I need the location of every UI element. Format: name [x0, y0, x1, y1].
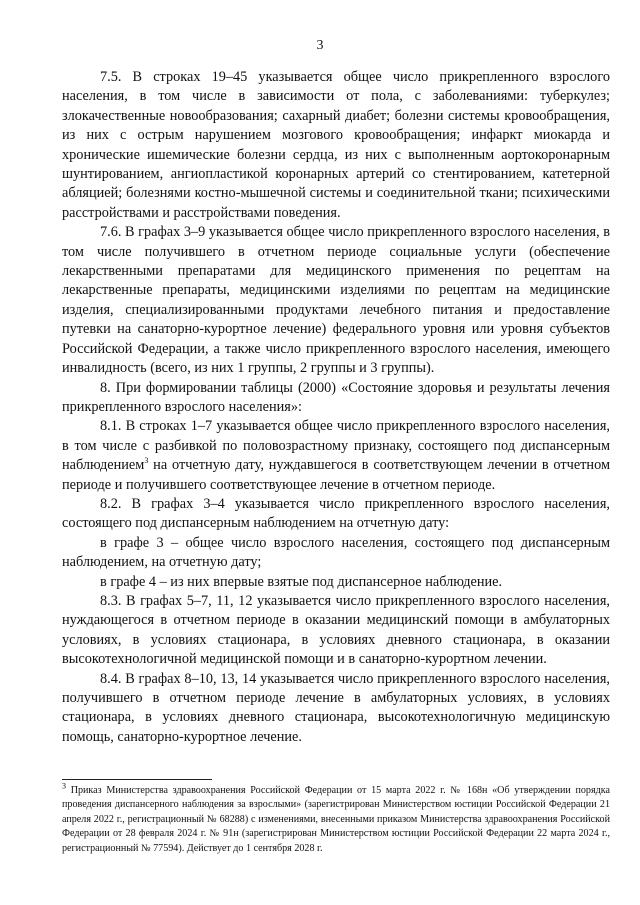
- paragraph-7-6: 7.6. В графах 3–9 указывается общее число прикрепленного взрослого населения, в том числе получившего в отчетном периоде социальные услуги (обеспечение лекарственными препаратами для медицинского применения по рецептам на лекарственные препараты, медицинскими изделиями по рецептам на медицинские изделия, специализированными продуктами лечебного питания и предоставление путевки на санаторно-курортное лечение) федерального уровня или уровня субъектов Российской Федерации, а также число прикрепленного взрослого населения, имеющего инвалидность (всего, из них 1 группы, 2 группы и 3 группы).: [62, 224, 610, 377]
- paragraph-7-5: 7.5. В строках 19–45 указывается общее число прикрепленного взрослого населения, в том числе в зависимости от пола, с заболеваниями: туберкулез; злокачественные новообразования; сахарный диабет; болезни системы кровообращения, из них с острым нарушением мозгового кровообращения; инфаркт миокарда и хронические ишемические болезни сердца, из них с выполненным аортокоронарным шунтированием, ангиопластикой коронарных артерий со стентированием, катетерной абляцией; болезнями костно-мышечной системы и соединительной ткани; психическими расстройствами и расстройствами поведения.: [62, 69, 610, 221]
- paragraph-8-4: 8.4. В графах 8–10, 13, 14 указывается число прикрепленного взрослого населения, получившего в отчетном периоде лечение в амбулаторных условиях, в условиях стационара, в условиях дневного стационара, высокотехнологичную медицинскую помощь, санаторно-курортное лечение.: [62, 670, 610, 745]
- paragraph-8-1: [62, 417, 610, 495]
- footnote-reference: 3: [144, 456, 149, 466]
- page-number: 3: [316, 38, 324, 53]
- paragraph-8-1-text-end: на отчетную дату, нуждавшегося в соответствующем лечении в отчетном периоде и получившего соответствующее лечение в отчетном периоде.: [62, 457, 610, 493]
- document-body: [62, 68, 610, 747]
- paragraph-8-1-text-start: 8.1. В строках 1–7 указывается общее число прикрепленного взрослого населения, в том числе с разбивкой по половозрастному признаку, состоящего под диспансерным наблюдением: [62, 418, 610, 474]
- footnote: [62, 781, 610, 856]
- paragraph-8-2-column-4: в графе 4 – из них впервые взятые под диспансерное наблюдение.: [100, 573, 503, 590]
- paragraph-8-3: 8.3. В графах 5–7, 11, 12 указывается число прикрепленного взрослого населения, нуждающегося в отчетном периоде в оказании медицинский помощи в амбулаторных условиях, в условиях стационара, в условиях дневного стационара, в оказании высокотехнологичной медицинской помощи и в санаторно-курортном лечении.: [62, 592, 610, 668]
- footnote-marker: 3: [62, 781, 66, 791]
- paragraph-8-2: 8.2. В графах 3–4 указывается число прикрепленного взрослого населения, состоящего под диспансерным наблюдением на отчетную дату:: [62, 495, 610, 532]
- footnote-text: Приказ Министерства здравоохранения Российской Федерации от 15 марта 2022 г. № 168н «Об утверждении порядка проведения диспансерного наблюдения за взрослыми» (зарегистрирован Министерством юстиции Российской Федерации 21 апреля 2022 г., регистрационный № 68288) с изменениями, внесенными приказом Министерства здравоохранения Российской Федерации от 28 февраля 2024 г. № 91н (зарегистрирован Министерством юстиции Российской Федерации 22 марта 2024 г., регистрационный № 77594). Действует до 1 сентября 2028 г.: [62, 785, 610, 854]
- paragraph-8-2-column-3: в графе 3 – общее число взрослого населения, состоящего под диспансерным наблюдением, на отчетную дату;: [62, 534, 610, 571]
- paragraph-8: 8. При формировании таблицы (2000) «Состояние здоровья и результаты лечения прикрепленного взрослого населения»:: [62, 379, 610, 415]
- footnote-separator: [62, 779, 212, 780]
